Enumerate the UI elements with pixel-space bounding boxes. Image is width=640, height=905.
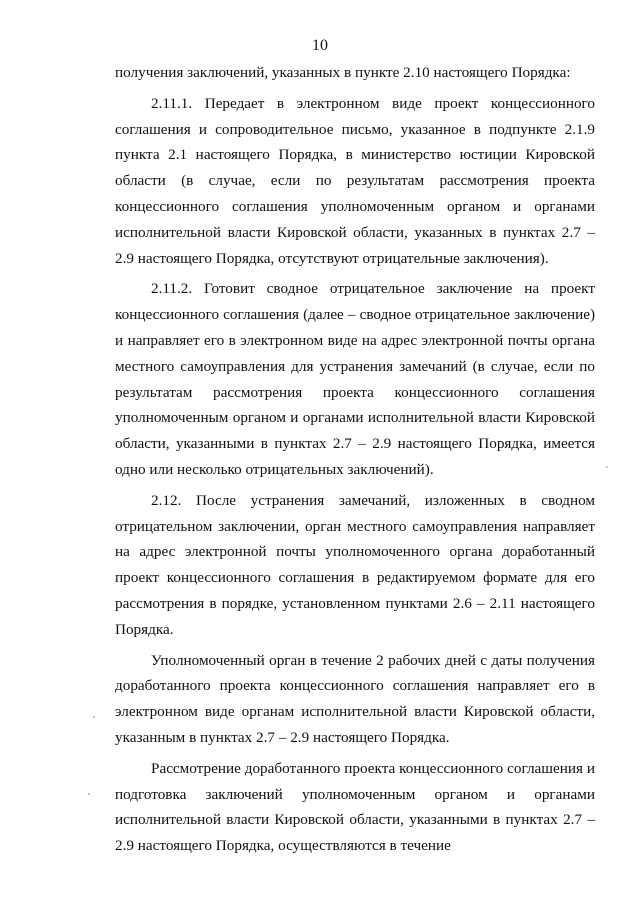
scan-speck (93, 716, 95, 718)
paragraph-authorized-body: Уполномоченный орган в течение 2 рабочих дней с даты получения доработанного проекта концессионного соглашения направляет его в электронном виде органам исполнительной власти Кировской области, указанным в пунктах 2.7 – 2.9 настоящего Порядка. (115, 651, 595, 746)
paragraph-2-12: 2.12. После устранения замечаний, изложенных в сводном отрицательном заключении, орган местного самоуправления направляет на адрес электронной почты уполномоченного органа доработанный проект концессионного соглашения в редактируемом формате для его рассмотрения в порядке, установленном пунктами 2.6 – 2.11 настоящего Порядка. (115, 491, 595, 638)
paragraph-2-11-2: 2.11.2. Готовит сводное отрицательное заключение на проект концессионного соглашения (далее – сводное отрицательное заключение) и направляет его в электронном виде на адрес электронной почты органа местного самоуправления для устранения замечаний (в случае, если по результатам рассмотрения проекта концессионного соглашения уполномоченным органом и органами исполнительной власти Кировской области, указанными в пунктах 2.7 – 2.9 настоящего Порядка, имеется одно или несколько отрицательных заключений). (115, 280, 595, 478)
document-body (115, 60, 595, 864)
paragraph-continuation: получения заключений, указанных в пункте 2.10 настоящего Порядка: (115, 64, 571, 81)
scan-speck (606, 466, 608, 468)
paragraph-2-11-1: 2.11.1. Передает в электронном виде проект концессионного соглашения и сопроводительное письмо, указанное в подпункте 2.1.9 пункта 2.1 настоящего Порядка, в министерство юстиции Кировской области (в случае, если по результатам рассмотрения проекта концессионного соглашения уполномоченным органом и органами исполнительной власти Кировской области, указанных в пунктах 2.7 – 2.9 настоящего Порядка, отсутствуют отрицательные заключения). (115, 94, 595, 267)
paragraph-review: Рассмотрение доработанного проекта концессионного соглашения и подготовка заключений уполномоченным органом и органами исполнительной власти Кировской области, указанными в пунктах 2.7 – 2.9 настоящего Порядка, осуществляются в течение (115, 759, 595, 855)
scan-speck (88, 793, 90, 795)
page-number: 10 (312, 37, 328, 54)
